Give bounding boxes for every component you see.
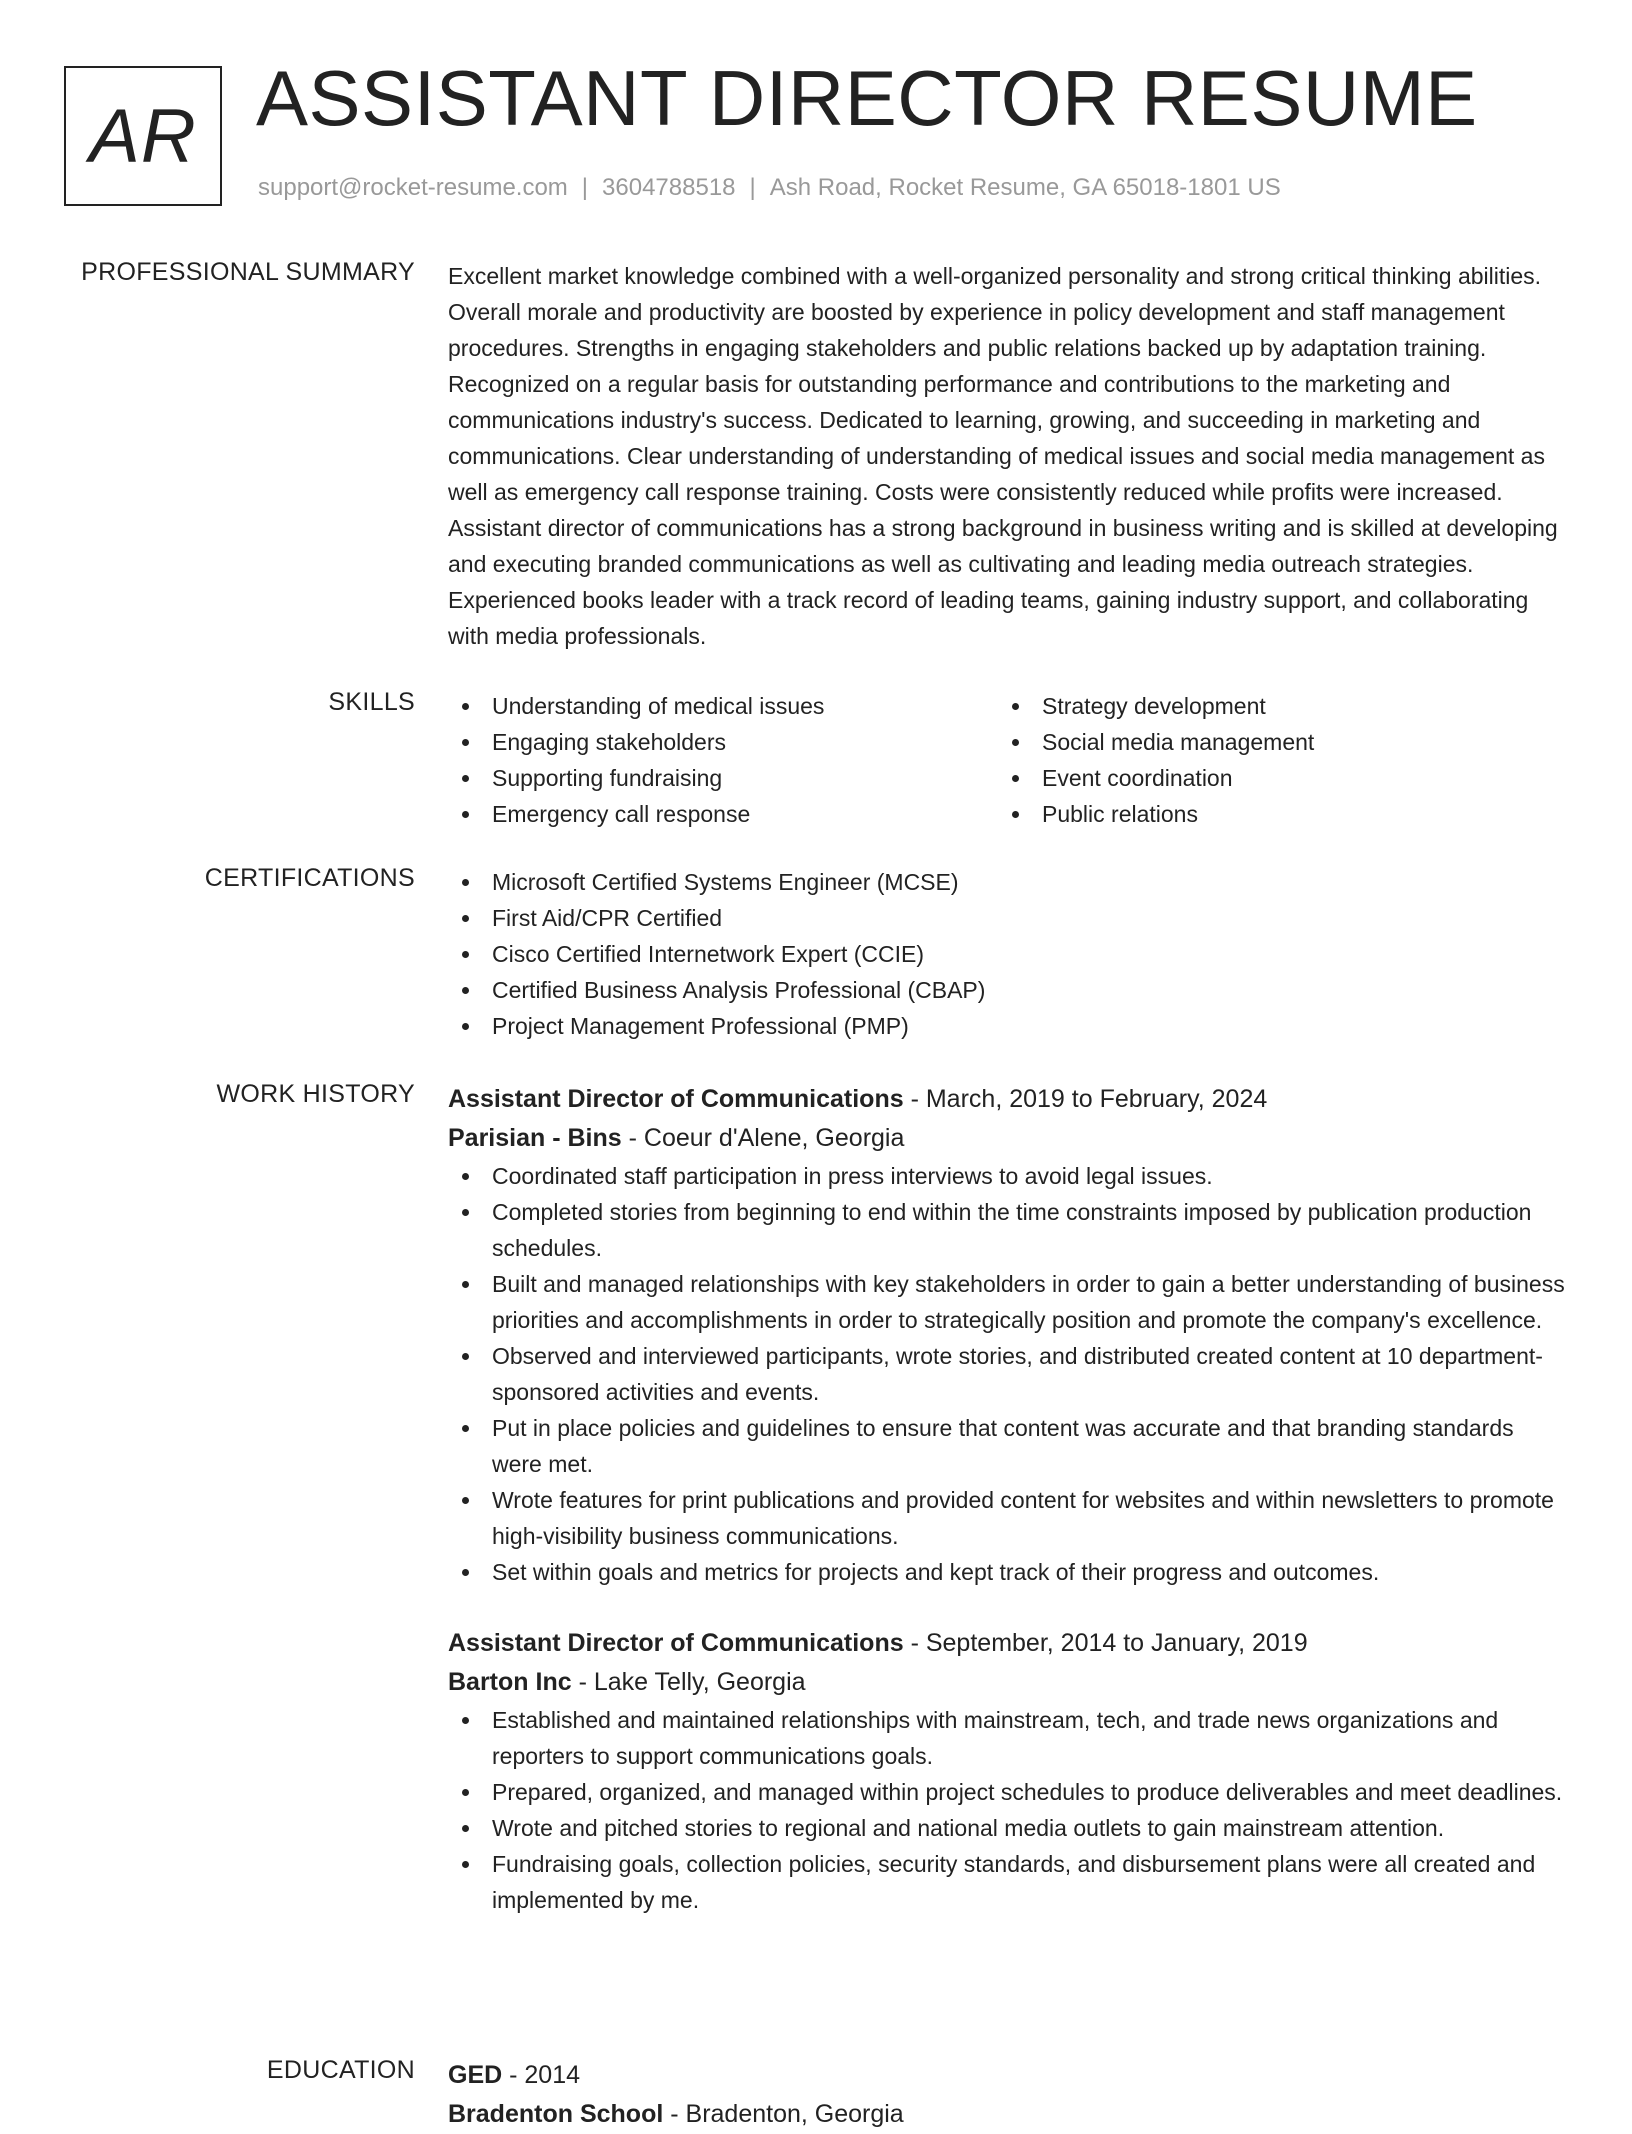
skill-item: Supporting fundraising	[448, 760, 998, 796]
job-dates: - September, 2014 to January, 2019	[903, 1629, 1308, 1657]
skill-item: Emergency call response	[448, 796, 998, 832]
resume-title: ASSISTANT DIRECTOR RESUME	[256, 54, 1478, 142]
education-school-line	[448, 2094, 1568, 2134]
certification-item: Certified Business Analysis Professional (CBAP)	[448, 972, 1568, 1008]
skills-list-right	[998, 688, 1548, 832]
skill-item: Social media management	[998, 724, 1548, 760]
job-company: Parisian - Bins	[448, 1124, 622, 1152]
job-bullet: Wrote and pitched stories to regional and national media outlets to gain mainstream attention.	[448, 1810, 1568, 1846]
job-bullet: Coordinated staff participation in press interviews to avoid legal issues.	[448, 1158, 1568, 1194]
skill-item: Event coordination	[998, 760, 1548, 796]
job-bullet-list	[448, 1158, 1568, 1590]
job-location: - Lake Telly, Georgia	[571, 1668, 806, 1696]
job-title-line	[448, 1080, 1568, 1118]
job-title-line	[448, 1624, 1568, 1662]
summary-text: Excellent market knowledge combined with a well-organized personality and strong critical thinking abilities. Overall morale and productivity are boosted by experience in policy development and staff management procedures. Strengths in engaging stakeholders and public relations backed up by adaptation training. Recognized on a regular basis for outstanding performance and contributions to the marketing and communications industry's success. Dedicated to learning, growing, and succeeding in marketing and communications. Clear understanding of understanding of medical issues and social media management as well as emergency call response training. Costs were consistently reduced while profits were increased. Assistant director of communications has a strong background in business writing and is skilled at developing and executing branded communications as well as cultivating and leading media outreach strategies. Experienced books leader with a track record of leading teams, gaining industry support, and collaborating with media professionals.	[448, 263, 1558, 649]
job-title: Assistant Director of Communications	[448, 1085, 904, 1113]
monogram-initials: AR	[89, 93, 197, 179]
skill-item: Strategy development	[998, 688, 1548, 724]
section-label-work-history: WORK HISTORY	[216, 1080, 415, 1108]
job-title: Assistant Director of Communications	[448, 1629, 904, 1657]
job-bullet: Completed stories from beginning to end within the time constraints imposed by publication production schedules.	[448, 1194, 1568, 1266]
education-school: Bradenton School	[448, 2100, 664, 2128]
job-bullet: Put in place policies and guidelines to ensure that content was accurate and that branding standards were met.	[448, 1410, 1568, 1482]
section-label-summary: PROFESSIONAL SUMMARY	[81, 258, 415, 286]
job-bullet: Wrote features for print publications and provided content for websites and within newsletters to promote high-visibility business communications.	[448, 1482, 1568, 1554]
job-bullet: Observed and interviewed participants, wrote stories, and distributed created content at 10 department-sponsored activities and events.	[448, 1338, 1568, 1410]
job-entry	[448, 1080, 1568, 1590]
job-location: - Coeur d'Alene, Georgia	[621, 1124, 905, 1152]
section-label-certifications: CERTIFICATIONS	[204, 864, 415, 892]
contact-separator: |	[581, 174, 589, 201]
skill-item: Engaging stakeholders	[448, 724, 998, 760]
contact-separator: |	[749, 174, 756, 201]
contact-email: support@rocket-resume.com	[258, 174, 568, 201]
skill-item: Understanding of medical issues	[448, 688, 998, 724]
education-location: - Bradenton, Georgia	[663, 2100, 904, 2128]
contact-address: Ash Road, Rocket Resume, GA 65018-1801 US	[769, 174, 1281, 201]
section-label-skills: SKILLS	[328, 688, 415, 716]
skill-item: Public relations	[998, 796, 1548, 832]
job-company-line	[448, 1662, 1568, 1702]
job-bullet: Prepared, organized, and managed within project schedules to produce deliverables and meet deadlines.	[448, 1774, 1568, 1810]
job-bullet: Built and managed relationships with key stakeholders in order to gain a better understanding of business priorities and accomplishments in order to strategically position and promote the company's excellence.	[448, 1266, 1568, 1338]
job-bullet-list	[448, 1702, 1568, 1918]
job-bullet: Fundraising goals, collection policies, security standards, and disbursement plans were all created and implemented by me.	[448, 1846, 1568, 1918]
certification-item: First Aid/CPR Certified	[448, 900, 1568, 936]
section-label-education: EDUCATION	[266, 2056, 415, 2084]
job-bullet: Set within goals and metrics for projects and kept track of their progress and outcomes.	[448, 1554, 1568, 1590]
certification-item: Project Management Professional (PMP)	[448, 1008, 1568, 1044]
certification-item: Cisco Certified Internetwork Expert (CCIE)	[448, 936, 1568, 972]
contact-line	[258, 174, 1281, 202]
job-entry	[448, 1624, 1568, 1918]
job-dates: - March, 2019 to February, 2024	[903, 1085, 1268, 1113]
certifications-list	[448, 864, 1568, 1044]
certification-item: Microsoft Certified Systems Engineer (MCSE)	[448, 864, 1568, 900]
education-year: - 2014	[502, 2061, 581, 2089]
job-bullet: Established and maintained relationships with mainstream, tech, and trade news organizations and reporters to support communications goals.	[448, 1702, 1568, 1774]
skills-list-left	[448, 688, 998, 832]
monogram-badge	[64, 66, 222, 206]
education-degree: GED	[448, 2061, 503, 2089]
contact-phone: 3604788518	[602, 174, 736, 201]
job-company: Barton Inc	[448, 1668, 572, 1696]
education-degree-line	[448, 2056, 1568, 2094]
job-company-line	[448, 1118, 1568, 1158]
